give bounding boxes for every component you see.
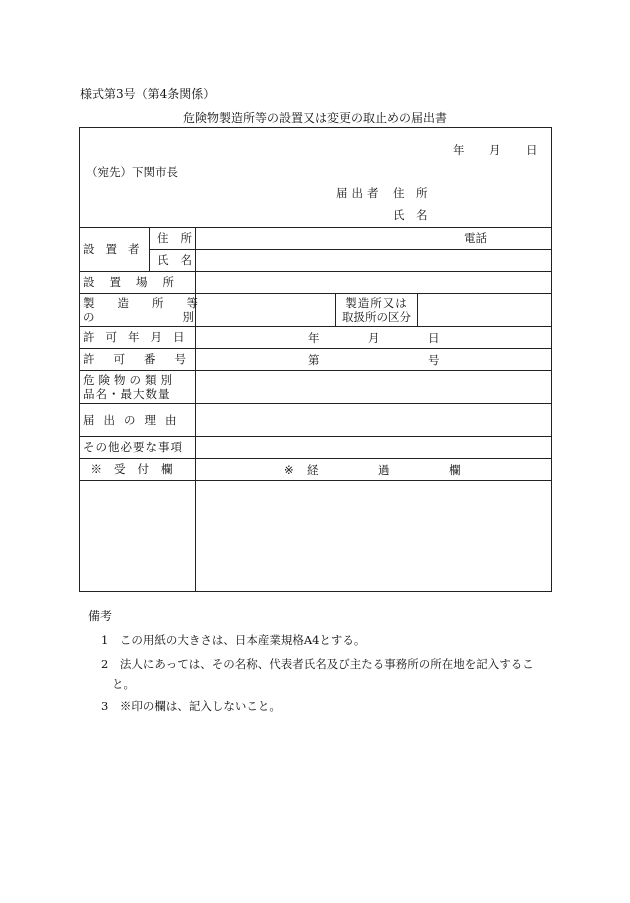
reason-field[interactable] [196,404,552,437]
phone-label: 電話 [464,231,488,246]
reason-label: 届出の理由 [80,404,196,437]
number-suffix-label: 号 [428,353,440,367]
permit-date-field[interactable] [196,327,552,349]
installer-name-field[interactable] [196,250,552,272]
number-prefix-label: 第 [308,353,320,367]
remark-note-3: 3 ※印の欄は、記入しないこと。 [101,699,281,713]
permit-month-label: 月 [368,331,380,345]
progress-label-3: 欄 [449,463,461,477]
reception-field[interactable] [80,481,196,592]
location-label: 設置場所 [80,272,196,294]
progress-header [196,459,552,481]
permit-day-label: 日 [428,331,440,345]
remark-note-1: 1 この用紙の大きさは、日本産業規格A4とする。 [101,633,366,647]
permit-date-label: 許可年月日 [80,327,196,349]
classification-field[interactable] [418,294,552,327]
progress-field[interactable] [196,481,552,592]
notifier-address-label: 住 所 [393,186,428,200]
installer-address-field[interactable] [196,228,552,250]
notifier-label: 届出者 [336,186,383,200]
progress-label-1: 経 [307,463,319,477]
form-title: 危険物製造所等の設置又は変更の取止めの届出書 [182,111,447,125]
other-field[interactable] [196,437,552,459]
permit-year-label: 年 [308,331,320,345]
remarks-heading: 備考 [88,609,113,623]
other-label: その他必要な事項 [80,437,196,459]
date-month-label: 月 [489,143,501,157]
date-day-label: 日 [526,143,538,157]
progress-label-2: 過 [378,463,390,477]
location-field[interactable] [196,272,552,294]
progress-mark: ※ [284,463,294,477]
installer-label: 設置者 [80,228,150,272]
installer-name-label: 氏名 [150,250,196,272]
form-number: 様式第3号（第4条関係） [80,87,216,101]
addressee: （宛先）下関市長 [86,165,178,179]
facility-type-label: 製造所等 の別 [80,294,196,327]
date-year-label: 年 [453,143,465,157]
notifier-name-label: 氏 名 [393,208,428,222]
permit-number-label: 許可番号 [80,349,196,371]
notification-form [79,127,552,592]
installer-address-label: 住所 [150,228,196,250]
remark-note-2-cont: と。 [112,677,135,691]
reception-header: ※受付欄 [80,459,196,481]
permit-number-field[interactable] [196,349,552,371]
hazmat-field[interactable] [196,371,552,404]
classification-label: 製造所又は 取扱所の区分 [336,294,418,327]
hazmat-label: 危険物の類別 品名・最大数量 [80,371,196,404]
remark-note-2: 2 法人にあっては、その名称、代表者氏名及び主たる事務所の所在地を記入するこ [101,657,534,671]
form-header [80,128,552,228]
